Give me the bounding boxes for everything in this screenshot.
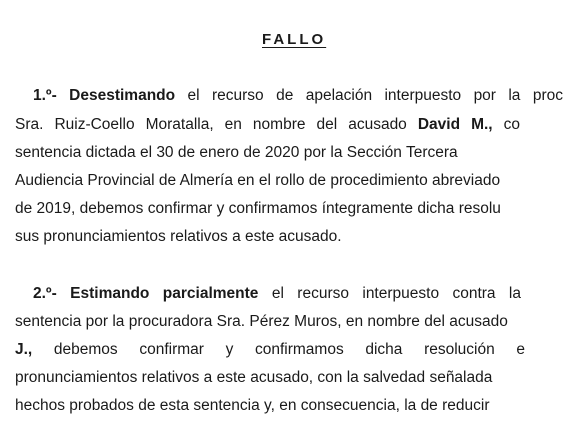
line-text: el recurso de apelación interpuesto por la proc [187,87,563,104]
point-lead: Desestimando [69,87,176,104]
accused-name: J., [15,341,33,358]
point-number: 2.º- [33,285,57,302]
point-lead: Estimando parcialmente [70,285,259,302]
paragraph-line [33,284,521,304]
ruling-heading: FALLO [262,31,327,48]
paragraph-line: sentencia dictada el 30 de enero de 2020 por la Sección Tercera [15,144,458,161]
point-number: 1.º- [33,87,57,104]
line-text: debemos confirmar y confirmamos dicha resolución e [53,341,525,358]
line-text: el recurso interpuesto contra la [271,285,522,302]
paragraph-line: de 2019, debemos confirmar y confirmamos íntegramente dicha resolu [15,200,501,217]
paragraph-line [15,115,520,135]
paragraph-line: pronunciamientos relativos a este acusado, con la salvedad señalada [15,369,493,386]
paragraph-line: sus pronunciamientos relativos a este acusado. [15,228,342,245]
paragraph-line [15,340,525,360]
line-text: Sra. Ruiz-Coello Moratalla, en nombre del acusado [15,116,407,133]
paragraph-line: sentencia por la procuradora Sra. Pérez Muros, en nombre del acusado [15,313,508,330]
paragraph-line: Audiencia Provincial de Almería en el rollo de procedimiento abreviado [15,172,501,189]
line-text: co [503,116,521,133]
paragraph-line: hechos probados de esta sentencia y, en consecuencia, la de reducir [15,397,490,414]
paragraph-line [33,86,563,106]
accused-name: David M., [417,116,493,133]
